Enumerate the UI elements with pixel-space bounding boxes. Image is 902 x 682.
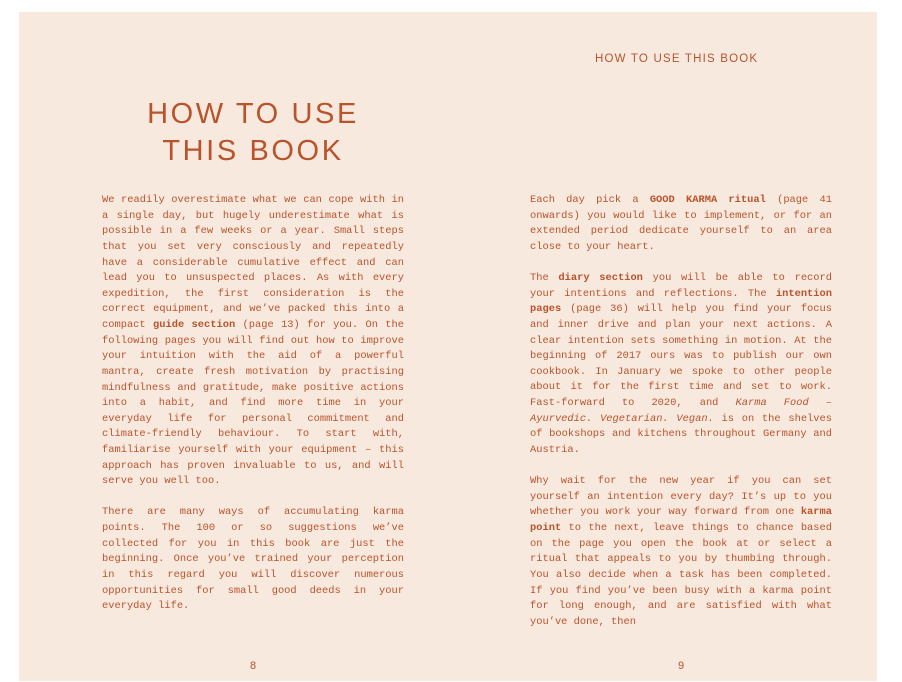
text-run: (page 13) for you. On the following pages you will find out how to improve your intuition with the aid of a powerful mantra, create fresh motivation by practising mindfulness and gratitude, make positive actions into a habit, and find more time in your everyday life for personal commitment and climate-friendly behaviour. To start with, familiarise yourself with your equipment – this approach has proven invaluable to us, and will serve you well too. [102, 319, 404, 488]
right-page-body [530, 193, 832, 646]
right-paragraph-1 [530, 193, 832, 256]
text-run: you will be able to record your intentions and reflections. The [530, 272, 832, 300]
title-line-1: HOW TO USE [147, 98, 359, 130]
bold-term: intention pages [530, 287, 832, 316]
left-page-body [102, 193, 404, 630]
italic-title: Karma Food – Ayurvedic. Vegetarian. Vegan. [530, 397, 833, 425]
text-run: Why wait for the new year if you can set yourself an intention every day? It’s up to you whether you work your way forward from one [530, 475, 832, 519]
bold-term: diary section [558, 272, 643, 285]
text-run: We readily overestimate what we can cope with in a single day, but hugely underestimate what is possible in a few weeks or a year. Small steps that you set very consciously and repeatedly have a considerable cumulative effect and can lead you to unsuspected places. As with every expedition, the first consideration is the correct equipment, and we’ve packed this into a compact [102, 194, 404, 331]
title-line-2: THIS BOOK [162, 135, 344, 167]
bold-term: karma point [530, 506, 832, 535]
right-paragraph-3 [530, 474, 832, 630]
book-spread [19, 12, 877, 681]
text-run: is on the shelves of bookshops and kitchens throughout Germany and Austria. [530, 412, 832, 456]
text-run: The [530, 272, 559, 285]
page-title [102, 96, 404, 170]
left-paragraph-2 [102, 505, 404, 614]
left-paragraph-1 [102, 193, 404, 490]
text-run: to the next, leave things to chance based on the page you open the book at or select a ritual that appeals to you by thumbing through. You also decide when a task has been completed. If you find you’ve been busy with a karma point for long enough, and are satisfied with what you’ve done, then [530, 522, 832, 628]
text-run: There are many ways of accumulating karma points. The 100 or so suggestions we’ve collected for you in this book are just the beginning. Once you’ve trained your perception in this regard you will discover numerous opportunities for small good deeds in your everyday life. [102, 506, 404, 613]
running-head: HOW TO USE THIS BOOK [595, 53, 759, 65]
page-number-right: 9 [677, 660, 685, 672]
bold-term: guide section [153, 319, 236, 331]
right-paragraph-2 [530, 271, 832, 459]
page-number-left: 8 [249, 660, 257, 672]
bold-term: GOOD KARMA ritual [649, 194, 766, 206]
text-run: Each day pick a [530, 194, 650, 206]
text-run: (page 41 onwards) you would like to implement, or for an extended period dedicate yourself to an area close to your heart. [530, 194, 832, 253]
text-run: (page 36) will help you find your focus and inner drive and plan your next actions. A clear intention sets something in motion. At the beginning of 2017 ours was to publish our own cookbook. In January we spoke to other people about it for the first time and set to work. Fast-forward to 2020, and [530, 303, 832, 410]
